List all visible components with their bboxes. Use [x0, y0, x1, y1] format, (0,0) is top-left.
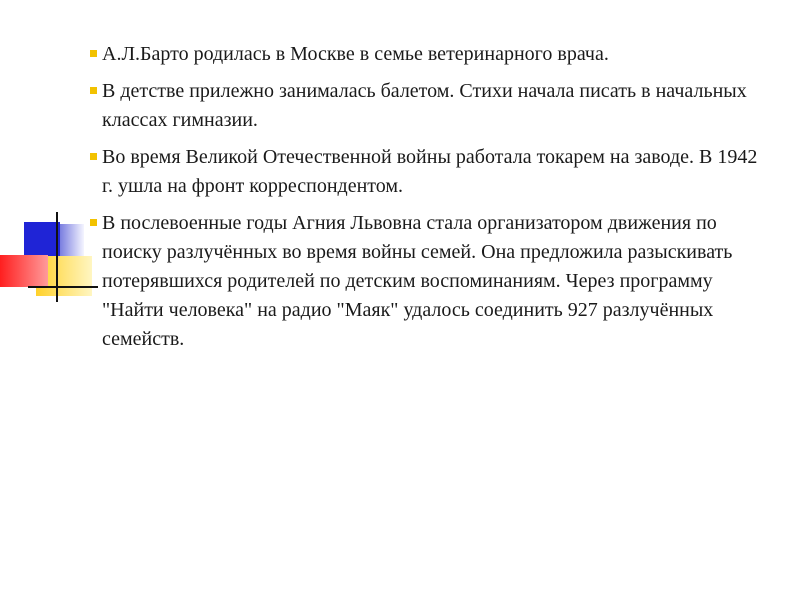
bullet-text: В детстве прилежно занималась балетом. Стихи начала писать в начальных классах гимназии.: [102, 80, 747, 131]
bullet-square-icon: [90, 153, 97, 160]
bullet-text: А.Л.Барто родилась в Москве в семье ветеринарного врача.: [102, 43, 609, 65]
bullet-square-icon: [90, 219, 97, 226]
bullet-square-icon: [90, 87, 97, 94]
decorative-color-blocks: [0, 200, 100, 310]
vertical-line: [56, 212, 58, 302]
bullet-text: В послевоенные годы Агния Львовна стала организатором движения по поиску разлучённых во время войны семей. Она предложила разыскивать потерявшихся родителей по детским воспоминаниям. Через программу "Найти человека" на радио "Маяк" удалось соединить 927 разлучённых семейств.: [102, 212, 733, 350]
blue-block-gradient: [60, 224, 84, 258]
bullet-text: Во время Великой Отечественной войны работала токарем на заводе. В 1942 г. ушла на фронт корреспондентом.: [102, 146, 758, 197]
bullet-square-icon: [90, 50, 97, 57]
bullet-item-birth: [88, 40, 768, 69]
red-block: [0, 255, 48, 287]
bullet-item-childhood: [88, 77, 768, 135]
bullet-item-war: [88, 143, 768, 201]
bullet-item-postwar: [88, 209, 768, 354]
bullet-list: [88, 40, 768, 362]
